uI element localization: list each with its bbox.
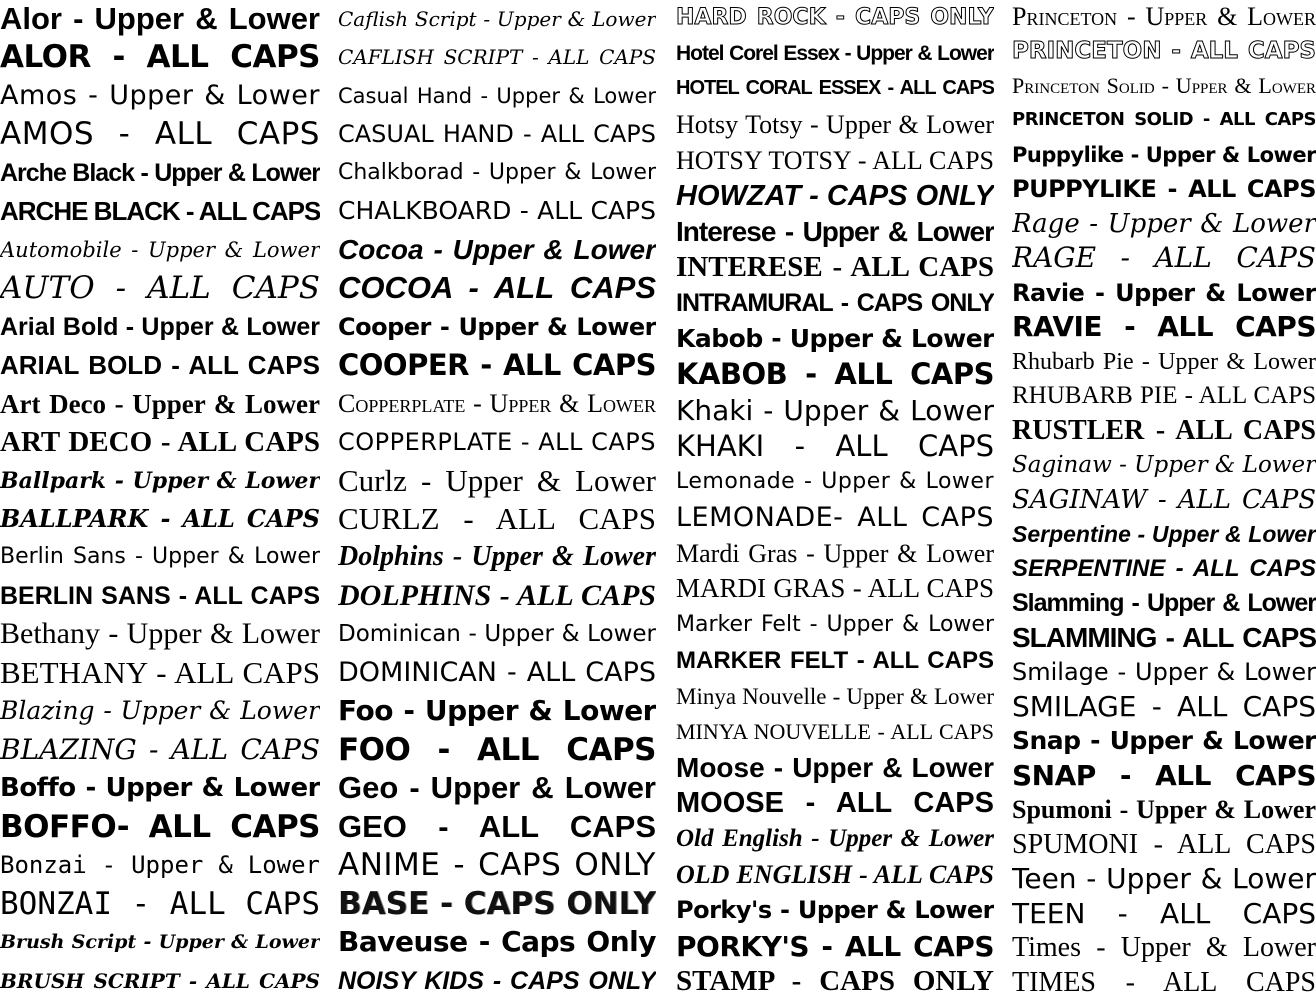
font-sample-line: TEEN - ALL CAPS — [1012, 896, 1316, 930]
font-sample-line: HARD ROCK - CAPS ONLY — [676, 5, 994, 30]
font-sample-line: CASUAL HAND - ALL CAPS — [338, 120, 656, 149]
font-sample-line: CURLZ - ALL CAPS — [338, 501, 656, 536]
font-sample-line: SLAMMING - ALL CAPS — [1012, 621, 1316, 653]
font-sample-line: Boffo - Upper & Lower — [0, 773, 320, 804]
font-sample-line: AUTO - ALL CAPS — [0, 270, 320, 307]
font-sample-line: Alor - Upper & Lower — [0, 1, 320, 36]
font-sample-line: CAFLISH SCRIPT - ALL CAPS — [338, 45, 656, 70]
font-sample-line: Amos - Upper & Lower — [0, 79, 320, 111]
font-sample-line: Marker Felt - Upper & Lower — [676, 612, 994, 638]
font-sample-line: MINYA NOUVELLE - ALL CAPS — [676, 719, 994, 745]
font-sample-line: RAVIE - ALL CAPS — [1012, 310, 1316, 344]
font-sample-line: Dolphins - Upper & Lower — [338, 541, 656, 573]
font-column-4 — [1012, 0, 1316, 1000]
font-sample-line: Casual Hand - Upper & Lower — [338, 83, 656, 108]
font-sample-line: Moose - Upper & Lower — [676, 752, 994, 783]
font-sample-line: COCOA - ALL CAPS — [338, 270, 656, 306]
font-sample-line: SNAP - ALL CAPS — [1012, 758, 1316, 792]
font-sample-line: Foo - Upper & Lower — [338, 694, 656, 728]
font-sample-line: KABOB - ALL CAPS — [676, 357, 994, 392]
font-sample-line: Dominican - Upper & Lower — [338, 621, 656, 648]
font-sample-line: Smilage - Upper & Lower — [1012, 658, 1316, 687]
font-column-1 — [0, 0, 320, 1000]
font-sample-line: HOTSY TOTSY - ALL CAPS — [676, 145, 994, 175]
font-sample-line: RUSTLER - ALL CAPS — [1012, 414, 1316, 446]
font-sample-line: Curlz - Upper & Lower — [338, 462, 656, 498]
font-sample-line: RAGE - ALL CAPS — [1012, 241, 1316, 275]
font-sample-line: Ballpark - Upper & Lower — [0, 467, 320, 494]
font-sample-line: Arche Black - Upper & Lower — [0, 158, 320, 187]
font-sample-line: MOOSE - ALL CAPS — [676, 786, 994, 819]
font-sample-line: Snap - Upper & Lower — [1012, 726, 1316, 756]
font-column-3 — [676, 0, 994, 1000]
font-sample-line: Spumoni - Upper & Lower — [1012, 795, 1316, 825]
font-sample-line: Lemonade - Upper & Lower — [676, 469, 994, 495]
font-sample-line: DOLPHINS - ALL CAPS — [338, 578, 656, 612]
font-sample-line: INTERESE - ALL CAPS — [676, 251, 994, 283]
font-sample-line: STAMP - CAPS ONLY — [676, 965, 994, 998]
font-sample-line: Old English - Upper & Lower — [676, 825, 994, 853]
font-sample-line: Brush Script - Upper & Lower — [0, 931, 320, 954]
font-sample-line: Serpentine - Upper & Lower — [1012, 521, 1316, 548]
font-sample-line: Art Deco - Upper & Lower — [0, 388, 320, 419]
font-sample-line: Slamming - Upper & Lower — [1012, 589, 1316, 618]
font-sample-line: ART DECO - ALL CAPS — [0, 426, 320, 459]
font-sample-line: Princeton - Upper & Lower — [1012, 2, 1316, 31]
font-sample-line: Caflish Script - Upper & Lower — [338, 7, 656, 31]
font-sample-line: CHALKBOARD - ALL CAPS — [338, 196, 656, 226]
font-sample-line: KHAKI - ALL CAPS — [676, 428, 994, 463]
font-sample-line: BERLIN SANS - ALL CAPS — [0, 581, 320, 610]
font-sample-line: RHUBARB PIE - ALL CAPS — [1012, 382, 1316, 410]
font-sample-line: Berlin Sans - Upper & Lower — [0, 544, 320, 570]
font-sample-line: SMILAGE - ALL CAPS — [1012, 689, 1316, 723]
font-sample-line: Khaki - Upper & Lower — [676, 393, 994, 427]
font-sample-line: Copperplate - Upper & Lower — [338, 388, 656, 418]
font-sample-line: COOPER - ALL CAPS — [338, 348, 656, 383]
font-sample-line: Hotel Corel Essex - Upper & Lower — [676, 41, 994, 65]
font-sample-line: BRUSH SCRIPT - ALL CAPS — [0, 968, 320, 993]
font-sample-line: PUPPYLIKE - ALL CAPS — [1012, 175, 1316, 204]
font-sample-line: BONZAI - ALL CAPS — [0, 885, 320, 922]
font-sample-line: SERPENTINE - ALL CAPS — [1012, 554, 1316, 582]
font-sample-line: INTRAMURAL - CAPS ONLY — [676, 288, 994, 317]
font-sample-line: BALLPARK - ALL CAPS — [0, 504, 320, 533]
font-sample-line: Rage - Upper & Lower — [1012, 208, 1316, 239]
font-sample-line: BLAZING - ALL CAPS — [0, 732, 320, 766]
font-sample-line: BASE - CAPS ONLY — [338, 885, 656, 922]
font-sample-line: Automobile - Upper & Lower — [0, 237, 320, 262]
font-sample-line: DOMINICAN - ALL CAPS — [338, 656, 656, 688]
font-sample-line: MARDI GRAS - ALL CAPS — [676, 573, 994, 604]
font-sample-line: Bethany - Upper & Lower — [0, 617, 320, 651]
font-sample-line: Rhubarb Pie - Upper & Lower — [1012, 348, 1316, 375]
font-sample-line: HOTEL CORAL ESSEX - ALL CAPS — [676, 77, 994, 100]
font-sample-line: Kabob - Upper & Lower — [676, 324, 994, 354]
font-sample-line: Ravie - Upper & Lower — [1012, 278, 1316, 307]
font-sample-line: BOFFO- ALL CAPS — [0, 808, 320, 845]
font-sample-line: Bonzai - Upper & Lower — [0, 851, 320, 880]
font-sample-line: Princeton Solid - Upper & Lower — [1012, 72, 1316, 98]
font-sample-line: Baveuse - Caps Only — [338, 925, 656, 959]
font-sample-line: ALOR - ALL CAPS — [0, 39, 320, 76]
font-sample-line: TIMES - ALL CAPS — [1012, 966, 1316, 998]
font-sample-line: Mardi Gras - Upper & Lower — [676, 538, 994, 568]
font-sample-line: PRINCETON - ALL CAPS — [1012, 38, 1316, 65]
font-sample-line: Arial Bold - Upper & Lower — [0, 312, 320, 341]
font-sample-line: PORKY'S - ALL CAPS — [676, 929, 994, 963]
font-sample-line: Blazing - Upper & Lower — [0, 696, 320, 726]
font-sample-line: SAGINAW - ALL CAPS — [1012, 484, 1316, 515]
font-sample-line: GEO - ALL CAPS — [338, 808, 656, 844]
font-sample-line: Interese - Upper & Lower — [676, 216, 994, 248]
font-sample-line: ARIAL BOLD - ALL CAPS — [0, 350, 320, 381]
font-sample-line: Porky's - Upper & Lower — [676, 895, 994, 924]
font-sample-line: Cocoa - Upper & Lower — [338, 233, 656, 265]
font-sample-line: BETHANY - ALL CAPS — [0, 654, 320, 690]
font-sample-line: ARCHE BLACK - ALL CAPS — [0, 196, 320, 227]
font-sample-line: Cooper - Upper & Lower — [338, 312, 656, 341]
font-sample-line: Chalkborad - Upper & Lower — [338, 159, 656, 185]
font-sample-line: Saginaw - Upper & Lower — [1012, 452, 1316, 479]
font-column-2 — [338, 0, 656, 1000]
font-sample-line: COPPERPLATE - ALL CAPS — [338, 428, 656, 457]
font-sample-line: Teen - Upper & Lower — [1012, 862, 1316, 896]
font-sample-line: NOISY KIDS - CAPS ONLY — [338, 966, 656, 995]
font-sample-line: Geo - Upper & Lower — [338, 770, 656, 806]
font-sample-line: Times - Upper & Lower — [1012, 932, 1316, 964]
font-sample-line: AMOS - ALL CAPS — [0, 116, 320, 153]
font-sample-line: LEMONADE- ALL CAPS — [676, 502, 994, 533]
font-sample-line: PRINCETON SOLID - ALL CAPS — [1012, 109, 1316, 131]
font-sample-line: Hotsy Totsy - Upper & Lower — [676, 110, 994, 140]
font-sample-line: SPUMONI - ALL CAPS — [1012, 828, 1316, 860]
font-sample-line: Puppylike - Upper & Lower — [1012, 142, 1316, 167]
font-sample-line: HOWZAT - CAPS ONLY — [676, 179, 994, 212]
font-sample-line: MARKER FELT - ALL CAPS — [676, 646, 994, 674]
font-sample-line: FOO - ALL CAPS — [338, 731, 656, 768]
font-sample-line: Minya Nouvelle - Upper & Lower — [676, 683, 994, 709]
font-sample-line: ANIME - CAPS ONLY — [338, 847, 656, 884]
font-sample-line: OLD ENGLISH - ALL CAPS — [676, 860, 994, 890]
